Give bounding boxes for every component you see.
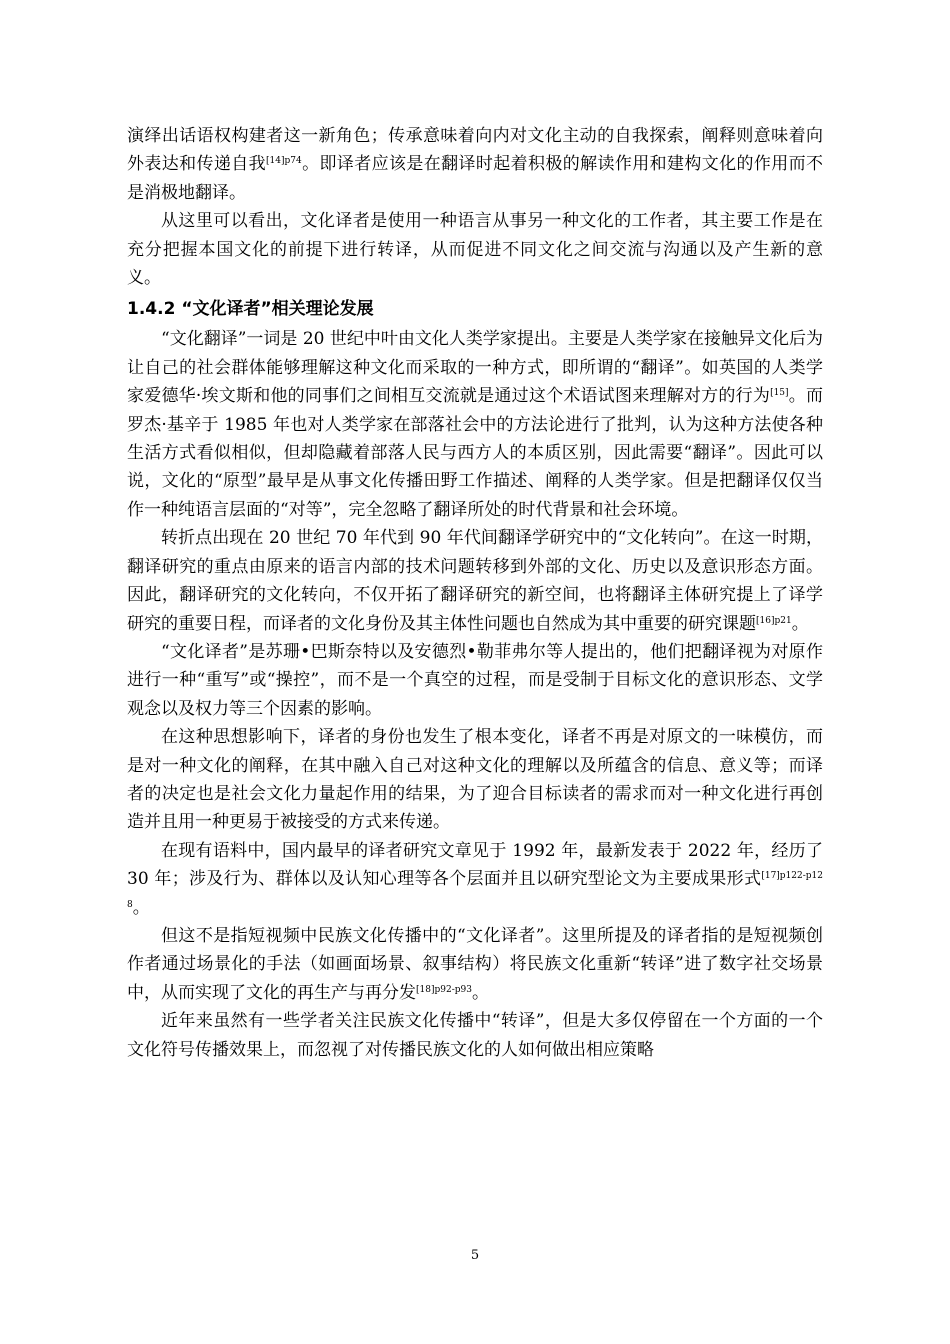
paragraph-2: 从这里可以看出，文化译者是使用一种语言从事另一种文化的工作者，其主要工作是在充分把握本国文化的前提下进行转译，从而促进不同文化之间交流与沟通以及产生新的意义。 bbox=[127, 211, 823, 289]
citation: [16]p21 bbox=[756, 615, 792, 626]
paragraph-7: 在现有语料中，国内最早的译者研究文章见于 1992 年，最新发表于 2022 年，经历了 30 年；涉及行为、群体以及认知心理等各个层面并且以研究型论文为主要成果形式$^{[17]p122-p128}$。 bbox=[127, 840, 823, 918]
body-text bbox=[127, 122, 823, 1064]
paragraph-1: 演绎出话语权构建者这一新角色；传承意味着向内对文化主动的自我探索，阐释则意味着向外表达和传递自我$^{[14]p74}$。即译者应该是在翻译时起着积极的解读作用和建构文化的作用而不是消极地翻译。 bbox=[127, 126, 824, 203]
paragraph-8: 但这不是指短视频中民族文化传播中的“文化译者”。这里所提及的译者指的是短视频创作者通过场景化的手法（如画面场景、叙事结构）将民族文化重新“转译”进了数字社交场景中，从而实现了文化的再生产与再分发$^{[18]p92-p93}$。 bbox=[127, 925, 823, 1003]
citation: [17]p122-p128 bbox=[127, 871, 823, 910]
section-heading: 1.4.2 “文化译者”相关理论发展 bbox=[127, 299, 374, 320]
citation: [18]p92-p93 bbox=[416, 984, 472, 995]
paragraph-6: 在这种思想影响下，译者的身份也发生了根本变化，译者不再是对原文的一味模仿，而是对一种文化的阐释，在其中融入自己对这种文化的理解以及所蕴含的信息、意义等；而译者的决定也是社会文化力量起作用的结果，为了迎合目标读者的需求而对一种文化进行再创造并且用一种更易于被接受的方式来传递。 bbox=[127, 727, 823, 833]
paragraph-5: “文化译者”是苏珊•巴斯奈特以及安德烈•勒菲弗尔等人提出的，他们把翻译视为对原作进行一种“重写”或“操控”，而不是一个真空的过程，而是受制于目标文化的意识形态、文学观念以及权力等三个因素的影响。 bbox=[127, 641, 823, 719]
paragraph-9: 近年来虽然有一些学者关注民族文化传播中“转译”，但是大多仅停留在一个方面的一个文化符号传播效果上，而忽视了对传播民族文化的人如何做出相应策略 bbox=[127, 1011, 823, 1060]
page-number: 5 bbox=[470, 1248, 480, 1263]
citation: [14]p74 bbox=[266, 156, 302, 167]
paragraph-3: “文化翻译”一词是 20 世纪中叶由文化人类学家提出。主要是人类学家在接触异文化后为让自己的社会群体能够理解这种文化而采取的一种方式，即所谓的“翻译”。如英国的人类学家爱德华·埃文斯和他的同事们之间相互交流就是通过这个术语试图来理解对方的行为[15]。而罗杰·基辛于 1985 年也对人类学家在部落社会中的方法论进行了批判，认为这种方法使各种生活方式看似相似，但却隐藏着部落人民与西方人的本质区别，因此需要“翻译”。因此可以说，文化的“原型”最早是从事文化传播田野工作描述、阐释的人类学家。但是把翻译仅仅当作一种纯语言层面的“对等”，完全忽略了翻译所处的时代背景和社会环境。 bbox=[127, 329, 824, 520]
paragraph-4: 转折点出现在 20 世纪 70 年代到 90 年代间翻译学研究中的“文化转向”。在这一时期，翻译研究的重点由原来的语言内部的技术问题转移到外部的文化、历史以及意识形态方面。因此，翻译研究的文化转向，不仅开拓了翻译研究的新空间，也将翻译主体研究提上了译学研究的重要日程，而译者的文化身份及其主体性问题也自然成为其中重要的研究课题$^{[16]p21}$。 bbox=[127, 528, 823, 634]
citation: [15] bbox=[770, 388, 789, 399]
